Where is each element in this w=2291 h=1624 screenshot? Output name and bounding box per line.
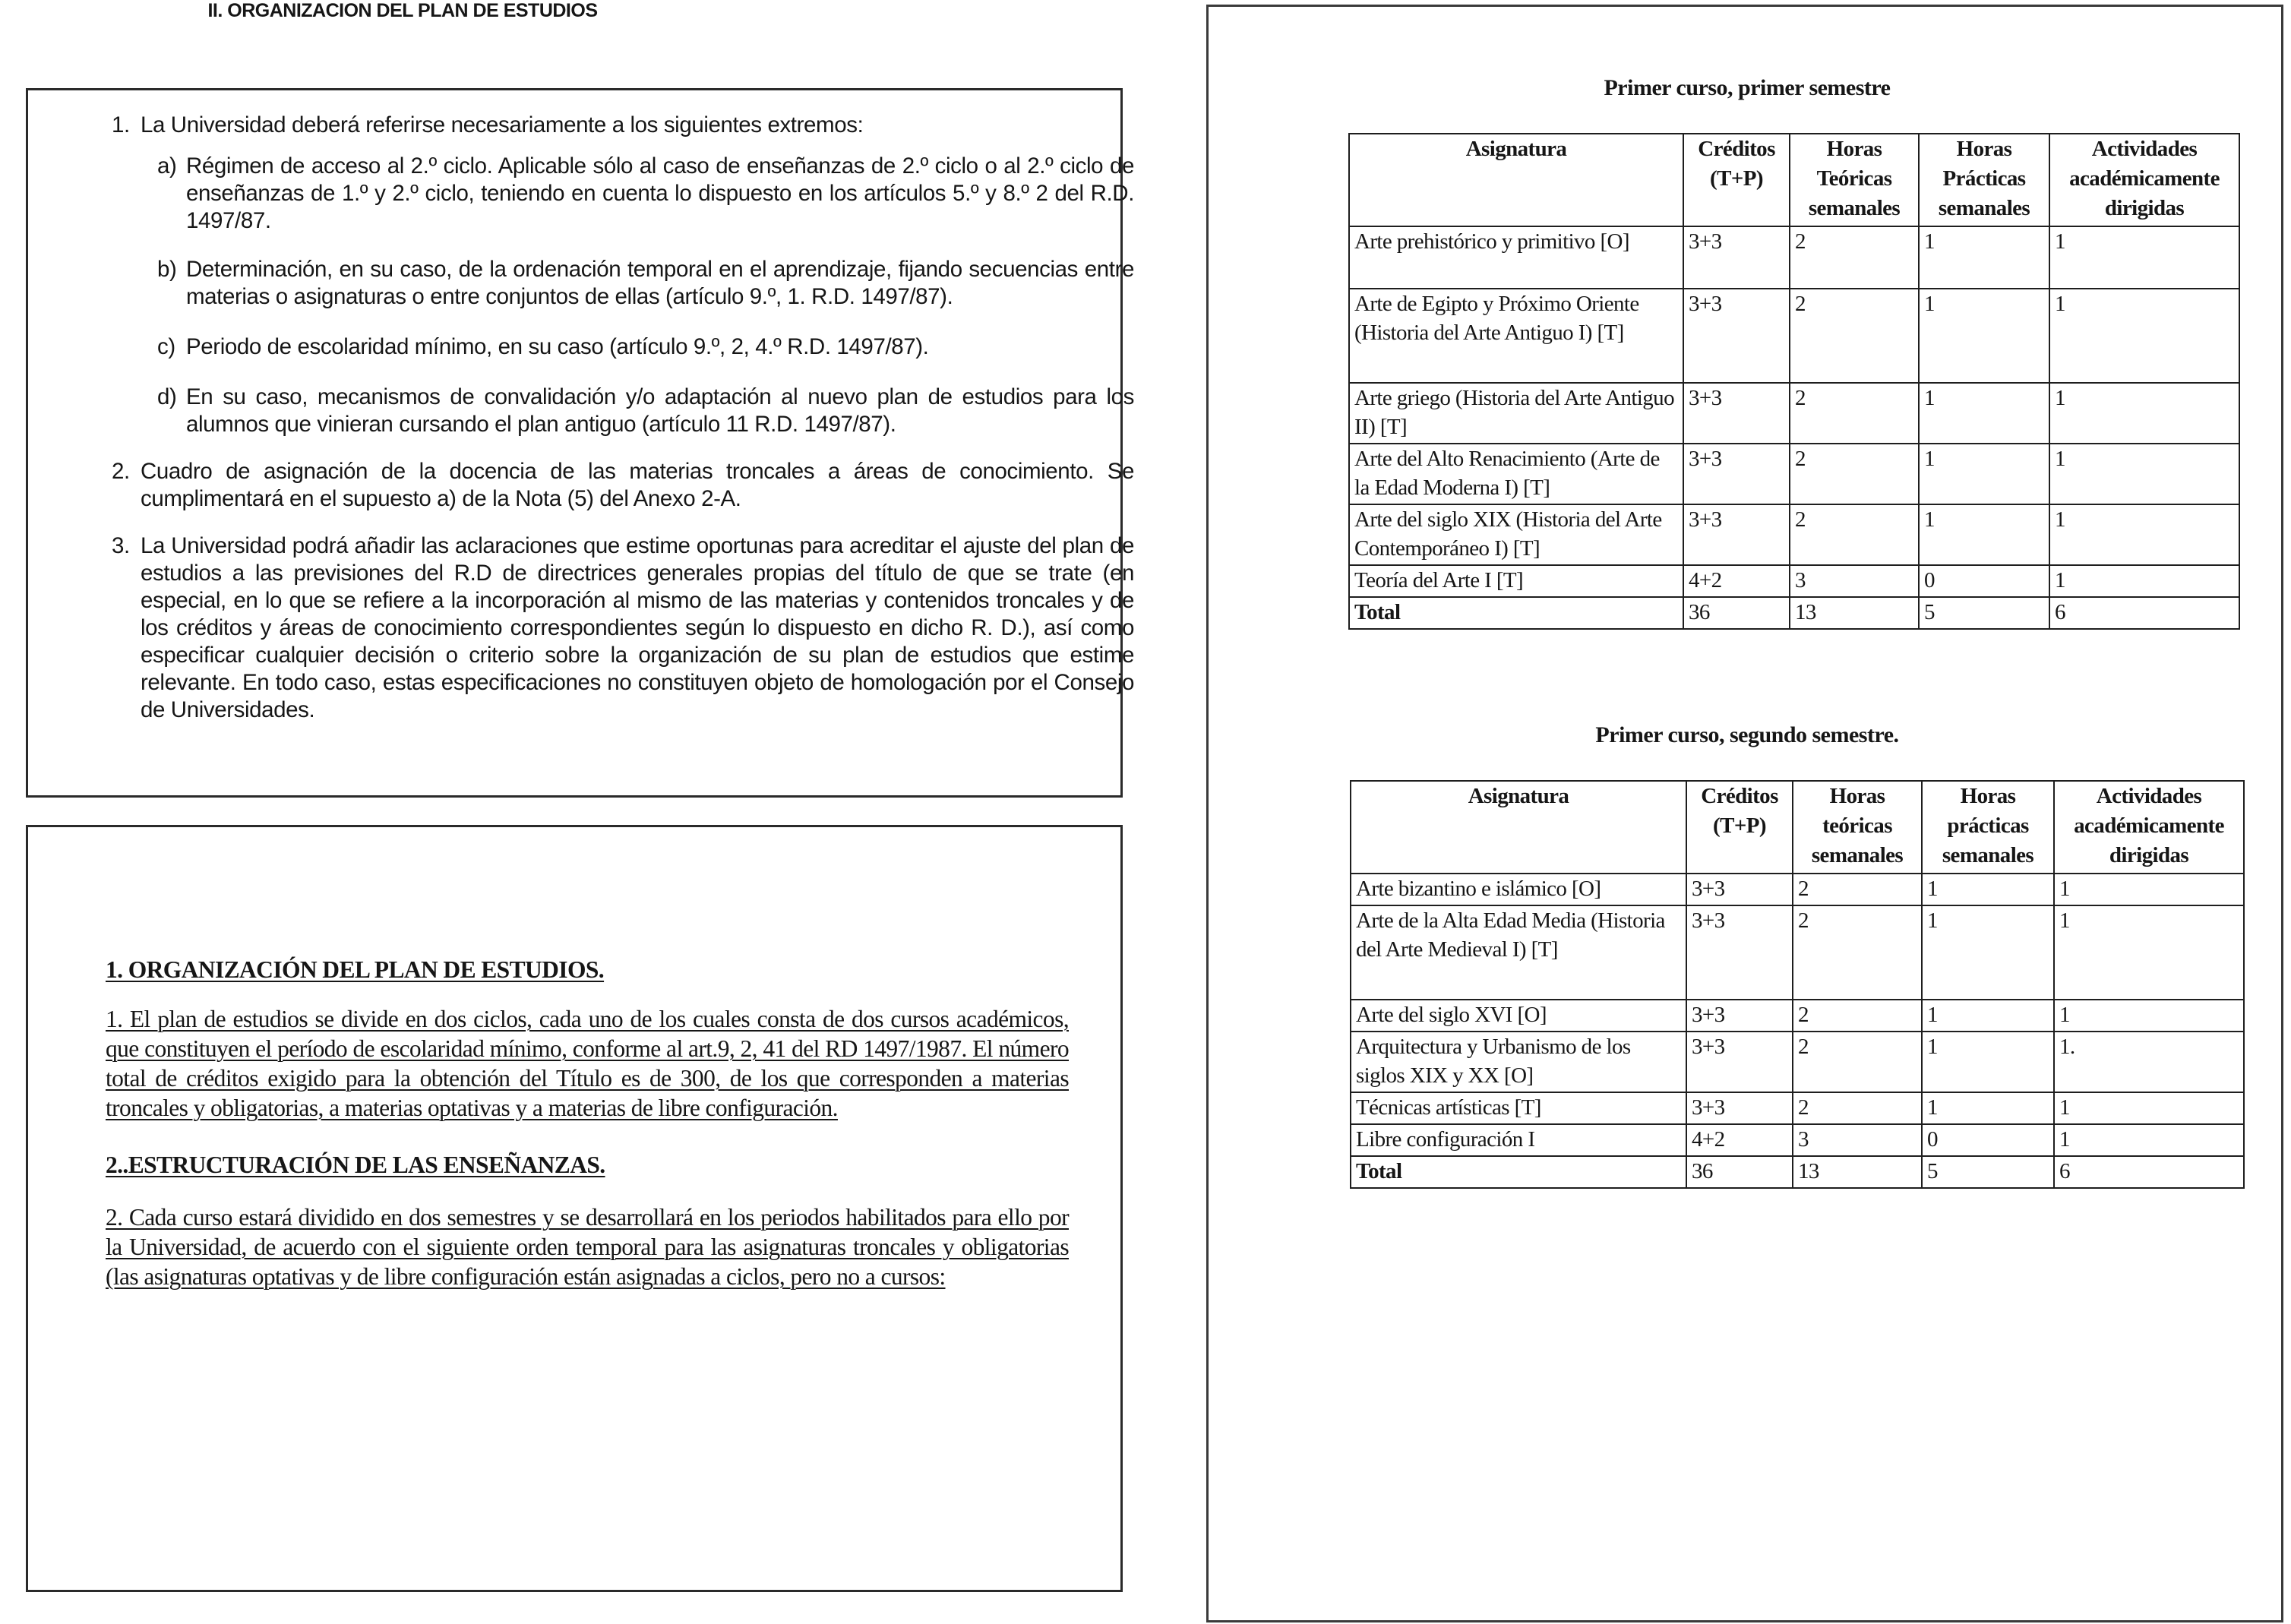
cell-horas-teoricas: 2 — [1790, 444, 1919, 504]
table-header-row — [1351, 781, 2244, 874]
item-number: 3. — [112, 533, 130, 558]
cell-horas-teoricas: 2 — [1790, 289, 1919, 383]
cell-asignatura: Técnicas artísticas [T] — [1351, 1092, 1686, 1124]
instruction-subitem-a — [112, 153, 1134, 235]
table-row — [1351, 1000, 2244, 1032]
subitem-letter: a) — [157, 153, 177, 179]
instruction-item-2 — [112, 458, 1134, 513]
cell-actividades: 1 — [2054, 1000, 2244, 1032]
left-page-heading: II. ORGANIZACION DEL PLAN DE ESTUDIOS — [207, 0, 598, 21]
cell-horas-teoricas: 2 — [1793, 905, 1922, 1000]
item-text: La Universidad deberá referirse necesariamente a los siguientes extremos: — [141, 112, 864, 137]
cell-total-horas-teoricas: 13 — [1790, 597, 1919, 629]
cell-actividades: 1 — [2054, 1092, 2244, 1124]
cell-creditos: 3+3 — [1683, 504, 1790, 565]
table-2-second-semester — [1350, 780, 2245, 1189]
cell-total-actividades: 6 — [2054, 1156, 2244, 1188]
item-number: 1. — [112, 112, 130, 137]
cell-total-label: Total — [1349, 597, 1683, 629]
cell-actividades: 1 — [2049, 226, 2239, 289]
table-1-first-semester — [1348, 133, 2240, 630]
subitem-text: Periodo de escolaridad mínimo, en su caso (artículo 9.º, 2, 4.º R.D. 1497/87). — [186, 334, 929, 359]
header-asignatura: Asignatura — [1349, 134, 1683, 226]
cell-creditos: 3+3 — [1686, 874, 1793, 905]
cell-horas-teoricas: 2 — [1793, 1092, 1922, 1124]
section-2-title: 2..ESTRUCTURACIÓN DE LAS ENSEÑANZAS. — [106, 1152, 605, 1178]
table-row — [1349, 226, 2239, 289]
instruction-subitem-c — [112, 333, 1134, 361]
section-2-text: 2. Cada curso estará dividido en dos semestres y se desarrollará en los periodos habilitados para ello por la Universidad, de acuerdo con el siguiente orden temporal para las asignaturas troncales y obligatorias (las asignaturas optativas y de libre configuración están asignadas a ciclos, pero no a cursos: — [106, 1204, 1069, 1290]
cell-horas-practicas: 1 — [1922, 1000, 2054, 1032]
subitem-letter: b) — [157, 257, 177, 282]
cell-asignatura: Arte del siglo XVI [O] — [1351, 1000, 1686, 1032]
cell-asignatura: Libre configuración I — [1351, 1124, 1686, 1156]
cell-creditos: 3+3 — [1686, 1000, 1793, 1032]
cell-horas-practicas: 1 — [1919, 444, 2049, 504]
cell-horas-practicas: 1 — [1922, 1032, 2054, 1092]
cell-horas-teoricas: 2 — [1790, 226, 1919, 289]
cell-creditos: 3+3 — [1683, 289, 1790, 383]
cell-total-horas-practicas: 5 — [1922, 1156, 2054, 1188]
plan-organization-content — [106, 955, 1069, 1291]
cell-actividades: 1 — [2054, 874, 2244, 905]
cell-asignatura: Arte bizantino e islámico [O] — [1351, 874, 1686, 905]
cell-actividades: 1. — [2054, 1032, 2244, 1092]
cell-horas-practicas: 1 — [1919, 289, 2049, 383]
cell-horas-practicas: 1 — [1922, 905, 2054, 1000]
cell-creditos: 3+3 — [1686, 1092, 1793, 1124]
cell-horas-practicas: 1 — [1919, 504, 2049, 565]
table-1-caption: Primer curso, primer semestre — [1604, 75, 1891, 100]
table-total-row — [1351, 1156, 2244, 1188]
right-page — [1206, 5, 2283, 1622]
cell-actividades: 1 — [2054, 905, 2244, 1000]
cell-total-horas-practicas: 5 — [1919, 597, 2049, 629]
cell-asignatura: Arte del siglo XIX (Historia del Arte Contemporáneo I) [T] — [1349, 504, 1683, 565]
cell-asignatura: Arte de Egipto y Próximo Oriente (Historia del Arte Antiguo I) [T] — [1349, 289, 1683, 383]
header-horas-practicas: Horas prácticas semanales — [1922, 781, 2054, 874]
table-header-row — [1349, 134, 2239, 226]
table-total-row — [1349, 597, 2239, 629]
cell-horas-practicas: 1 — [1922, 1092, 2054, 1124]
cell-creditos: 4+2 — [1686, 1124, 1793, 1156]
table-2-caption: Primer curso, segundo semestre. — [1595, 722, 1899, 747]
cell-asignatura: Arte griego (Historia del Arte Antiguo II) [T] — [1349, 383, 1683, 444]
cell-horas-teoricas: 3 — [1793, 1124, 1922, 1156]
table-row — [1351, 905, 2244, 1000]
cell-asignatura: Arte de la Alta Edad Media (Historia del Arte Medieval I) [T] — [1351, 905, 1686, 1000]
item-number: 2. — [112, 459, 130, 484]
cell-creditos: 3+3 — [1683, 444, 1790, 504]
table-row — [1351, 874, 2244, 905]
item-text: La Universidad podrá añadir las aclaraciones que estime oportunas para acreditar el ajuste del plan de estudios a las previsiones del R.D de directrices generales propias del título de que se trate (en especial, en lo que se refiere a la incorporación al mismo de las materias y contenidos troncales y de los créditos y áreas de conocimiento correspondientes según lo dispuesto en dicho R. D.), así como especificar cualquier decisión o criterio sobre la organización de su plan de estudios que estime relevante. En todo caso, estas especificaciones no constituyen objeto de homologación por el Consejo de Universidades. — [141, 533, 1134, 722]
table-row — [1349, 504, 2239, 565]
instructions-list — [112, 112, 1134, 724]
item-text: Cuadro de asignación de la docencia de las materias troncales a áreas de conocimiento. Se cumplimentará en el supuesto a) de la Nota (5) del Anexo 2-A. — [141, 459, 1134, 511]
cell-actividades: 1 — [2049, 504, 2239, 565]
cell-actividades: 1 — [2049, 289, 2239, 383]
header-horas-practicas: Horas Prácticas semanales — [1919, 134, 2049, 226]
cell-creditos: 3+3 — [1683, 383, 1790, 444]
cell-creditos: 3+3 — [1686, 905, 1793, 1000]
header-actividades: Actividades académicamente dirigidas — [2049, 134, 2239, 226]
cell-creditos: 4+2 — [1683, 565, 1790, 597]
cell-horas-practicas: 0 — [1919, 565, 2049, 597]
section-1-text: 1. El plan de estudios se divide en dos ciclos, cada uno de los cuales consta de dos cursos académicos, que constituyen el período de escolaridad mínimo, conforme al art.9, 2, 41 del RD 1497/1987. El número total de créditos exigido para la obtención del Título es de 300, de los que corresponden a materias troncales y obligatorias, a materias optativas y a materias de libre configuración. — [106, 1006, 1069, 1121]
section-1-title: 1. ORGANIZACIÓN DEL PLAN DE ESTUDIOS. — [106, 956, 605, 983]
cell-asignatura: Arte prehistórico y primitivo [O] — [1349, 226, 1683, 289]
header-horas-teoricas: Horas Teóricas semanales — [1790, 134, 1919, 226]
instructions-box — [26, 88, 1134, 798]
table-row — [1349, 383, 2239, 444]
instruction-item-3 — [112, 532, 1134, 724]
cell-total-horas-teoricas: 13 — [1793, 1156, 1922, 1188]
table-row — [1349, 565, 2239, 597]
header-creditos: Créditos (T+P) — [1686, 781, 1793, 874]
cell-actividades: 1 — [2054, 1124, 2244, 1156]
instruction-subitem-d — [112, 384, 1134, 438]
cell-actividades: 1 — [2049, 565, 2239, 597]
cell-horas-practicas: 1 — [1919, 226, 2049, 289]
cell-asignatura: Teoría del Arte I [T] — [1349, 565, 1683, 597]
cell-total-creditos: 36 — [1686, 1156, 1793, 1188]
cell-creditos: 3+3 — [1686, 1032, 1793, 1092]
subitem-text: Determinación, en su caso, de la ordenación temporal en el aprendizaje, fijando secuencias entre materias o asignaturas o entre conjuntos de ellas (artículo 9.º, 1. R.D. 1497/87). — [186, 257, 1134, 309]
cell-horas-teoricas: 2 — [1793, 874, 1922, 905]
cell-horas-teoricas: 2 — [1790, 383, 1919, 444]
header-actividades: Actividades académicamente dirigidas — [2054, 781, 2244, 874]
cell-creditos: 3+3 — [1683, 226, 1790, 289]
cell-horas-teoricas: 2 — [1793, 1032, 1922, 1092]
subitem-text: Régimen de acceso al 2.º ciclo. Aplicable sólo al caso de enseñanzas de 2.º ciclo o al 2.º ciclo de enseñanzas de 1.º y 2.º ciclo, teniendo en cuenta lo dispuesto en los artículos 5.º y 8.º 2 del R.D. 1497/87. — [186, 153, 1134, 233]
cell-horas-practicas: 1 — [1919, 383, 2049, 444]
table-row — [1351, 1124, 2244, 1156]
cell-total-actividades: 6 — [2049, 597, 2239, 629]
table-row — [1351, 1032, 2244, 1092]
cell-total-creditos: 36 — [1683, 597, 1790, 629]
table-row — [1349, 289, 2239, 383]
cell-total-label: Total — [1351, 1156, 1686, 1188]
plan-organization-box — [26, 825, 1123, 1592]
cell-horas-practicas: 1 — [1922, 874, 2054, 905]
instruction-subitem-b — [112, 256, 1134, 311]
cell-horas-practicas: 0 — [1922, 1124, 2054, 1156]
cell-horas-teoricas: 3 — [1790, 565, 1919, 597]
cell-asignatura: Arquitectura y Urbanismo de los siglos XIX y XX [O] — [1351, 1032, 1686, 1092]
table-row — [1349, 444, 2239, 504]
cell-horas-teoricas: 2 — [1793, 1000, 1922, 1032]
instruction-item-1 — [112, 112, 1134, 139]
cell-asignatura: Arte del Alto Renacimiento (Arte de la Edad Moderna I) [T] — [1349, 444, 1683, 504]
cell-horas-teoricas: 2 — [1790, 504, 1919, 565]
table-row — [1351, 1092, 2244, 1124]
cell-actividades: 1 — [2049, 444, 2239, 504]
subitem-text: En su caso, mecanismos de convalidación y/o adaptación al nuevo plan de estudios para los alumnos que vinieran cursando el plan antiguo (artículo 11 R.D. 1497/87). — [186, 384, 1134, 437]
subitem-letter: d) — [157, 384, 177, 409]
header-creditos: Créditos (T+P) — [1683, 134, 1790, 226]
cell-actividades: 1 — [2049, 383, 2239, 444]
subitem-letter: c) — [157, 334, 175, 359]
header-asignatura: Asignatura — [1351, 781, 1686, 874]
header-horas-teoricas: Horas teóricas semanales — [1793, 781, 1922, 874]
